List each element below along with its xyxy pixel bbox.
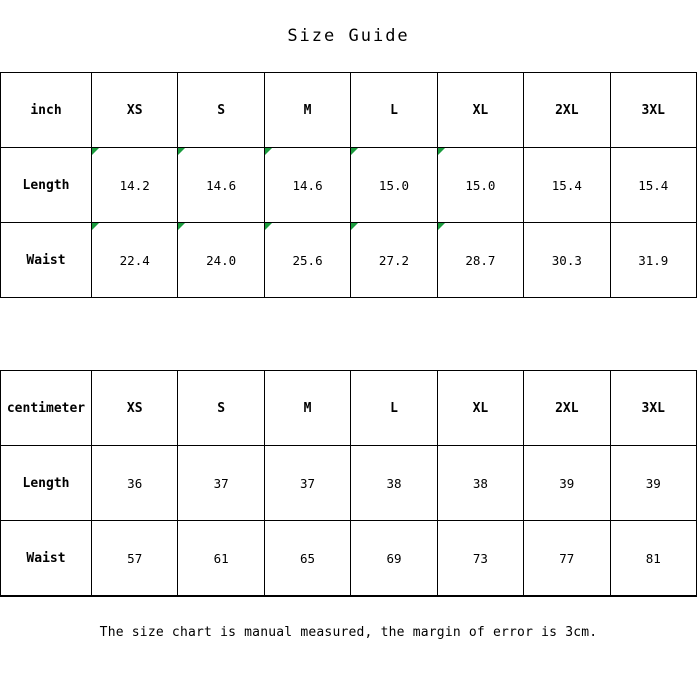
column-header-m: M [264, 371, 350, 446]
cell-waist-2xl: 77 [524, 521, 610, 596]
unit-label-inch: inch [1, 73, 92, 148]
cell-length-xl: 15.0 [437, 148, 523, 223]
row-label-length: Length [1, 148, 92, 223]
cell-length-2xl: 39 [524, 446, 610, 521]
page-title: Size Guide [287, 26, 410, 46]
column-header-s: S [178, 73, 264, 148]
column-header-3xl: 3XL [610, 371, 696, 446]
cell-length-s: 37 [178, 446, 264, 521]
cell-waist-s: 61 [178, 521, 264, 596]
column-header-s: S [178, 371, 264, 446]
cell-length-xs: 14.2 [92, 148, 178, 223]
cell-waist-m: 25.6 [264, 223, 350, 298]
table-row [1, 521, 697, 596]
cell-length-s: 14.6 [178, 148, 264, 223]
cell-length-xl: 38 [437, 446, 523, 521]
cell-length-2xl: 15.4 [524, 148, 610, 223]
cell-waist-m: 65 [264, 521, 350, 596]
column-header-2xl: 2XL [524, 371, 610, 446]
cell-length-m: 14.6 [264, 148, 350, 223]
row-label-waist: Waist [1, 521, 92, 596]
column-header-xs: XS [92, 371, 178, 446]
column-header-2xl: 2XL [524, 73, 610, 148]
cell-length-l: 38 [351, 446, 437, 521]
cell-waist-2xl: 30.3 [524, 223, 610, 298]
column-header-xl: XL [437, 73, 523, 148]
measurement-disclaimer: The size chart is manual measured, the margin of error is 3cm. [0, 596, 697, 669]
cell-waist-xs: 22.4 [92, 223, 178, 298]
column-header-xs: XS [92, 73, 178, 148]
cell-waist-xl: 73 [437, 521, 523, 596]
cell-waist-3xl: 31.9 [610, 223, 696, 298]
table-header-row [1, 73, 697, 148]
cell-waist-l: 69 [351, 521, 437, 596]
size-table-centimeter [0, 370, 697, 596]
bottom-padding [0, 669, 697, 699]
table-spacer [0, 298, 697, 370]
row-label-waist: Waist [1, 223, 92, 298]
column-header-l: L [351, 371, 437, 446]
cell-length-m: 37 [264, 446, 350, 521]
cell-waist-xs: 57 [92, 521, 178, 596]
row-label-length: Length [1, 446, 92, 521]
cell-waist-3xl: 81 [610, 521, 696, 596]
cell-length-3xl: 39 [610, 446, 696, 521]
column-header-m: M [264, 73, 350, 148]
column-header-3xl: 3XL [610, 73, 696, 148]
column-header-l: L [351, 73, 437, 148]
cell-length-xs: 36 [92, 446, 178, 521]
table-row [1, 223, 697, 298]
column-header-xl: XL [437, 371, 523, 446]
cell-waist-s: 24.0 [178, 223, 264, 298]
cell-length-3xl: 15.4 [610, 148, 696, 223]
table-header-row [1, 371, 697, 446]
cell-length-l: 15.0 [351, 148, 437, 223]
unit-label-centimeter: centimeter [1, 371, 92, 446]
cell-waist-xl: 28.7 [437, 223, 523, 298]
size-table-inch [0, 72, 697, 298]
table-row [1, 446, 697, 521]
table-row [1, 148, 697, 223]
cell-waist-l: 27.2 [351, 223, 437, 298]
